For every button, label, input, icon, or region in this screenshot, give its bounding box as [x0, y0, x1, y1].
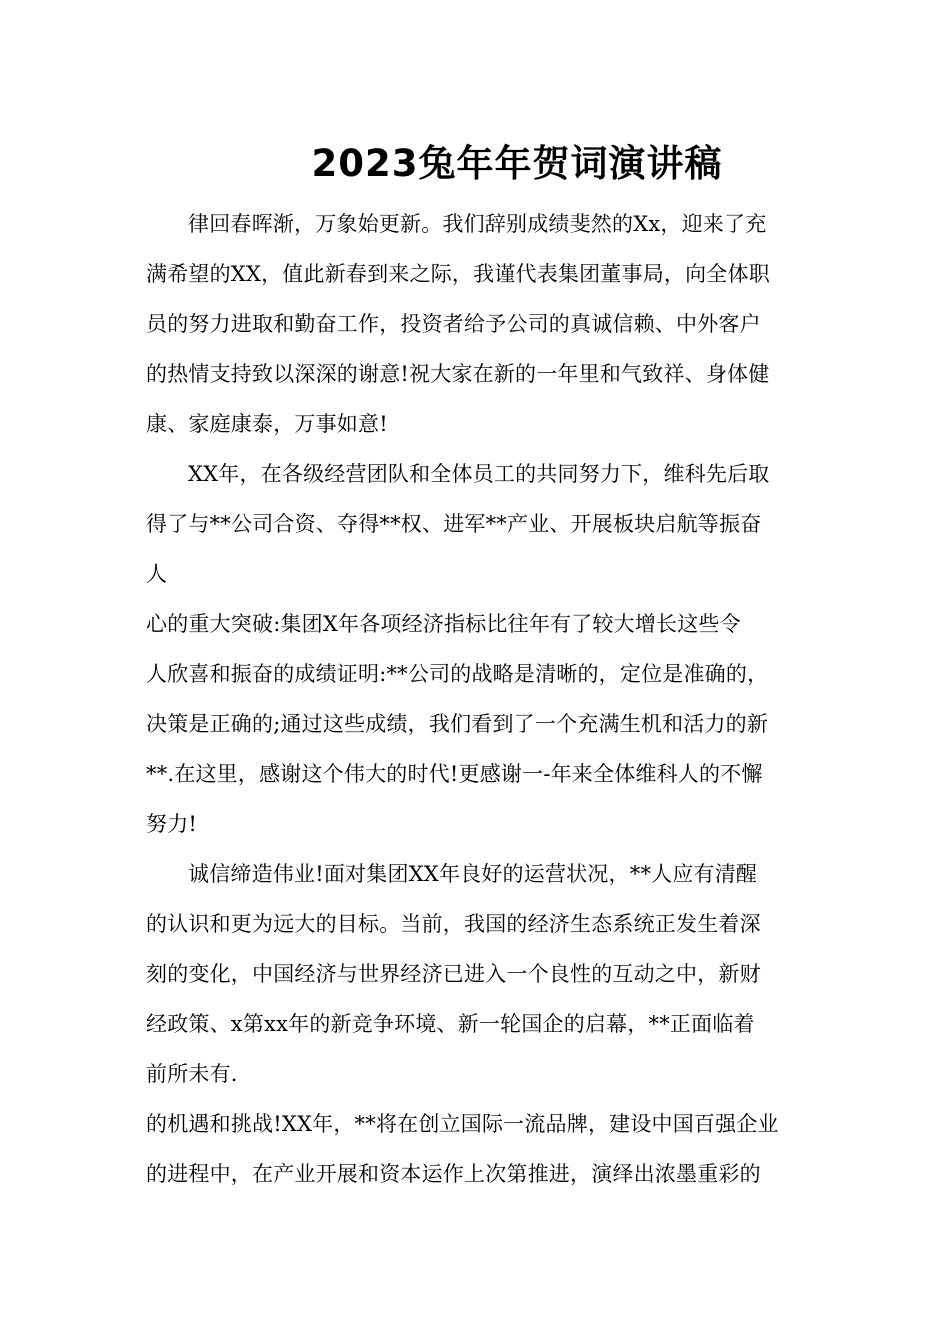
- text-line-10: 人欣喜和振奋的成绩证明:**公司的战略是清晰的，定位是准确的，: [146, 662, 769, 686]
- text-line-16: 刻的变化，中国经济与世界经济已进入一个良性的互动之中，新财: [146, 962, 761, 986]
- text-line-14: 诚信缔造伟业!面对集团XX年良好的运营状况，**人应有清醒: [188, 862, 758, 886]
- text-line-15: 的认识和更为远大的目标。当前，我国的经济生态系统正发生着深: [146, 912, 761, 936]
- text-line-18: 前所未有.: [146, 1062, 238, 1086]
- text-line-2: 满希望的XX，值此新春到来之际，我谨代表集团董事局，向全体职: [146, 262, 770, 286]
- text-line-11: 决策是正确的;通过这些成绩，我们看到了一个充满生机和活力的新: [146, 712, 769, 736]
- text-line-8: 人: [146, 562, 168, 586]
- text-line-12: **.在这里，感谢这个伟大的时代!更感谢一-年来全体维科人的不懈: [146, 762, 763, 786]
- text-line-13: 努力!: [146, 812, 198, 836]
- text-line-19: 的机遇和挑战!XX年，**将在创立国际一流品牌，建设中国百强企业: [146, 1112, 779, 1136]
- document-title: 2023兔年年贺词演讲稿: [311, 142, 723, 185]
- text-line-7: 得了与**公司合资、夺得**权、进军**产业、开展板块启航等振奋: [146, 512, 762, 536]
- text-line-9: 心的重大突破:集团X年各项经济指标比往年有了较大增长这些令: [146, 612, 741, 636]
- text-line-1: 律回春晖渐，万象始更新。我们辞别成绩斐然的Xx，迎来了充: [188, 212, 767, 236]
- text-line-5: 康、家庭康泰，万事如意!: [146, 412, 388, 436]
- text-line-4: 的热情支持致以深深的谢意!祝大家在新的一年里和气致祥、身体健: [146, 362, 770, 386]
- text-line-20: 的进程中，在产业开展和资本运作上次第推进，演绎出浓墨重彩的: [146, 1162, 761, 1186]
- text-line-6: XX年，在各级经营团队和全体员工的共同努力下，维科先后取: [188, 462, 770, 486]
- text-line-17: 经政策、x第xx年的新竞争环境、新一轮国企的启幕，**正面临着: [146, 1012, 755, 1036]
- text-line-3: 员的努力进取和勤奋工作，投资者给予公司的真诚信赖、中外客户: [146, 312, 761, 336]
